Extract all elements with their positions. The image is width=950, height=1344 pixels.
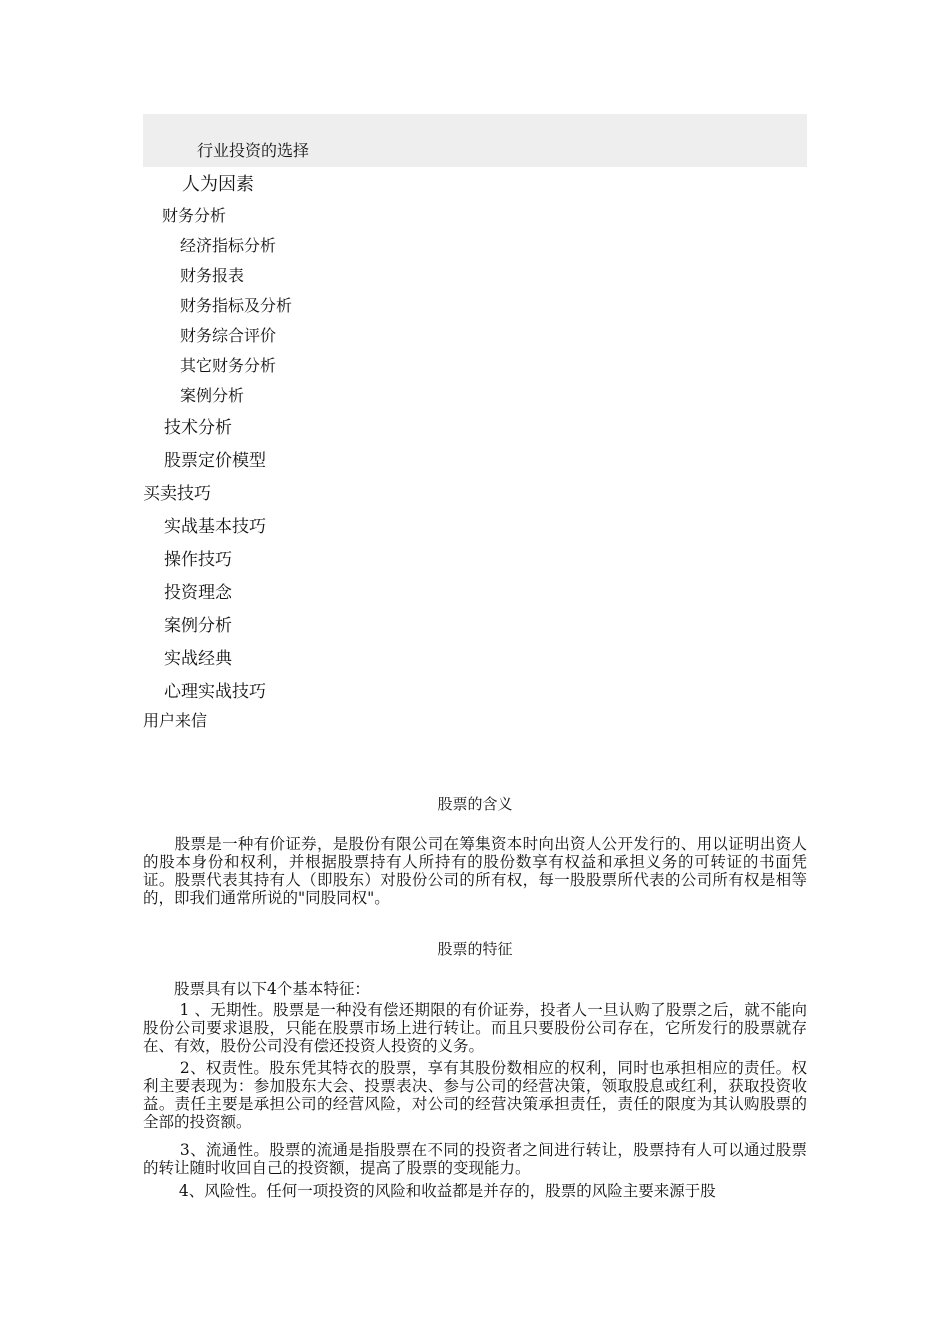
section-banner [143, 114, 807, 167]
nav-item-pricing-model[interactable]: 股票定价模型 [164, 451, 266, 471]
article-paragraph-feature-3: 3、流通性。股票的流通是指股票在不同的投资者之间进行转让，股票持有人可以通过股票的转让随时收回自己的投资额，提高了股票的变现能力。 [143, 1141, 807, 1177]
nav-item-technical-analysis[interactable]: 技术分析 [164, 418, 232, 438]
nav-item-investment-philosophy[interactable]: 投资理念 [164, 583, 232, 603]
nav-item-financial-evaluation[interactable]: 财务综合评价 [180, 326, 277, 345]
banner-title: 行业投资的选择 [197, 141, 310, 160]
nav-item-other-financial[interactable]: 其它财务分析 [180, 356, 277, 375]
nav-item-basic-skills[interactable]: 实战基本技巧 [164, 517, 266, 537]
nav-item-operation-skills[interactable]: 操作技巧 [164, 550, 232, 570]
article-paragraph-feature-2: 2、权责性。股东凭其特衣的股票，享有其股份数相应的权利，同时也承担相应的责任。权利主要表现为：参加股东大会、投票表决、参与公司的经营决策，领取股息或红利，获取投资收益。责任主要是承担公司的经营风险，对公司的经营决策承担责任，责任的限度为其认购股票的全部的投资额。 [143, 1059, 807, 1131]
article-paragraph-intro: 股票具有以下4个基本特征： [143, 980, 370, 998]
article-heading-features: 股票的特征 [437, 940, 513, 958]
article-paragraph-feature-1: 1 、无期性。股票是一种没有偿还期限的有价证券，投者人一旦认购了股票之后，就不能向股份公司要求退股，只能在股票市场上进行转让。而且只要股份公司存在，它所发行的股票就存在、有效，股份公司没有偿还投资人投资的义务。 [143, 1001, 807, 1055]
nav-item-economic-indicators[interactable]: 经济指标分析 [180, 236, 277, 255]
nav-item-trading-skills[interactable]: 买卖技巧 [143, 484, 211, 504]
nav-item-psychology[interactable]: 心理实战技巧 [164, 682, 266, 702]
nav-item-case-analysis[interactable]: 案例分析 [180, 386, 245, 405]
article-paragraph-meaning: 股票是一种有价证券，是股份有限公司在筹集资本时向出资人公开发行的、用以证明出资人的股本身份和权利，并根据股票持有人所持有的股份数享有权益和承担义务的可转证的书面凭证。股票代表其持有人（即股东）对股份公司的所有权，每一股股票所代表的公司所有权是相等的，即我们通常所说的"同股同权"。 [143, 835, 807, 907]
nav-item-case-analysis-2[interactable]: 案例分析 [164, 616, 232, 636]
nav-item-classics[interactable]: 实战经典 [164, 649, 232, 669]
nav-item-financial-indicators[interactable]: 财务指标及分析 [180, 296, 293, 315]
article-paragraph-feature-4: 4、风险性。任何一项投资的风险和收益都是并存的，股票的风险主要来源于股 [143, 1182, 716, 1200]
nav-item-user-letters[interactable]: 用户来信 [143, 711, 208, 730]
nav-item-financial-analysis[interactable]: 财务分析 [162, 206, 227, 225]
article-heading-meaning: 股票的含义 [437, 795, 513, 813]
nav-item-human-factors[interactable]: 人为因素 [182, 174, 254, 195]
nav-item-financial-statements[interactable]: 财务报表 [180, 266, 245, 285]
